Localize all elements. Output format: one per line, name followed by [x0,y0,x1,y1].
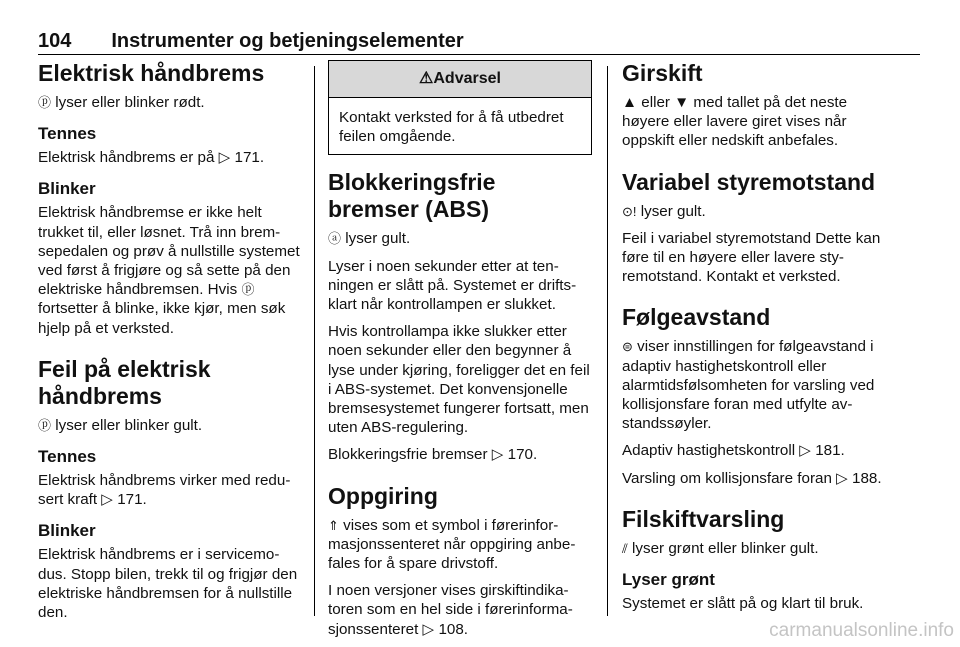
page-header [38,30,464,53]
paragraph: Elektrisk håndbremse er ikke helt trukket til, eller løsnet. Trå inn bremsepedalen og prøv å nullstille systemet ved først å frigjøre og så sette på den elektriske håndbremsen. Hvis ⓟ fortsetter å blinke, ikke kjør, men søk hjelp på et verksted. [38,204,300,337]
column-3 [622,60,888,621]
page-number: 104 [38,30,72,52]
upshift-icon: ⇑ [328,517,339,533]
heading-upshift: Oppgiring [328,482,438,509]
paragraph: Blokkeringsfrie bremser ▷ 170. [328,446,538,464]
paragraph: Systemet er slått på og klart til bruk. [622,595,864,613]
paragraph: Adaptiv hastighetskontroll ▷ 181. [622,442,845,460]
paragraph: ⇑ vises som et symbol i førerinformasjonssenteret når oppgiring anbefales for å spare drivstoff. [328,516,576,573]
paragraph: Hvis kontrollampa ikke slukker etter noen sekunder eller den begynner å lyse under kjøring, foreligger det en feil i ABS-systemet. Det konvensjonelle bremsesystemet fungerer fortsatt, men uten ABS-regulering. [328,323,590,437]
heading-lane-change: Filskiftvarsling [622,505,785,532]
paragraph: ⫽ lyser grønt eller blinker gult. [622,539,819,557]
heading-electric-parking-brake: Elektrisk håndbrems [38,60,265,86]
paragraph: Elektrisk håndbrems er i servicemodus. Stopp bilen, trekk til og frigjør den elektriske håndbremsen for å nullstille den. [38,546,298,622]
warning-title: ⚠Advarsel [329,61,591,98]
paragraph: ⓐ lyser gult. [328,230,411,248]
paragraph: ⊜ viser innstillingen for følgeavstand i adaptiv hastighetskontroll eller alarmtidsfølsomheten for varsling ved kollisjonsfare foran med utfylte avstandssøyler. [622,338,875,433]
warning-text: Kontakt verksted for å få utbedret feilen omgående. [339,109,564,146]
heading-gear-shift: Girskift [622,60,703,86]
paragraph: ⓟ lyser eller blinker gult. [38,416,203,434]
abs-icon: ⓐ [328,231,342,247]
subheading-blinker: Blinker [38,179,96,199]
column-divider [314,66,315,616]
lane-change-icon: ⫽ [622,540,628,556]
following-distance-icon: ⊜ [622,339,633,355]
header-rule [38,54,920,55]
paragraph: ⊙! lyser gult. [622,202,706,220]
column-divider [607,66,608,616]
brake-fault-icon: ⓟ [38,417,52,433]
subheading-lyser-gront: Lyser grønt [622,570,715,590]
column-1 [38,60,300,630]
paragraph: Lyser i noen sekunder etter at tenningen er slått på. Systemet er driftsklart når kontrollampen er slukket. [328,257,577,314]
paragraph: Elektrisk håndbrems er på ▷ 171. [38,149,265,167]
warning-box [328,60,592,155]
paragraph: ⓟ lyser eller blinker rødt. [38,94,205,111]
subheading-tennes: Tennes [38,447,97,467]
heading-abs: Blokkeringsfrie bremser (ABS) [328,169,496,223]
paragraph: I noen versjoner vises girskiftindikatoren som en hel side i førerinformasjonssenteret ▷ 108. [328,582,573,638]
subheading-blinker: Blinker [38,521,96,541]
parking-brake-icon: ⓟ [38,95,52,110]
paragraph: Feil i variabel styremotstand Dette kan føre til en høyere eller lavere styremotstand. Kontakt et verksted. [622,229,881,286]
steering-warning-icon: ⊙! [622,203,637,219]
watermark: carmanualsonline.info [769,620,954,641]
subheading-tennes: Tennes [38,124,97,144]
paragraph: Elektrisk håndbrems virker med redusert kraft ▷ 171. [38,472,291,509]
paragraph: ▲ eller ▼ med tallet på det neste høyere eller lavere giret vises når oppskift eller nedskift anbefales. [622,94,848,150]
chapter-title: Instrumenter og betjeningselementer [111,30,464,52]
heading-following-distance: Følgeavstand [622,304,771,331]
heading-brake-fault: Feil på elektrisk håndbrems [38,355,211,409]
heading-variable-steering: Variabel styremotstand [622,168,876,195]
column-2 [328,60,592,647]
paragraph: Varsling om kollisjonsfare foran ▷ 188. [622,469,882,487]
parking-brake-icon: ⓟ [241,282,255,298]
